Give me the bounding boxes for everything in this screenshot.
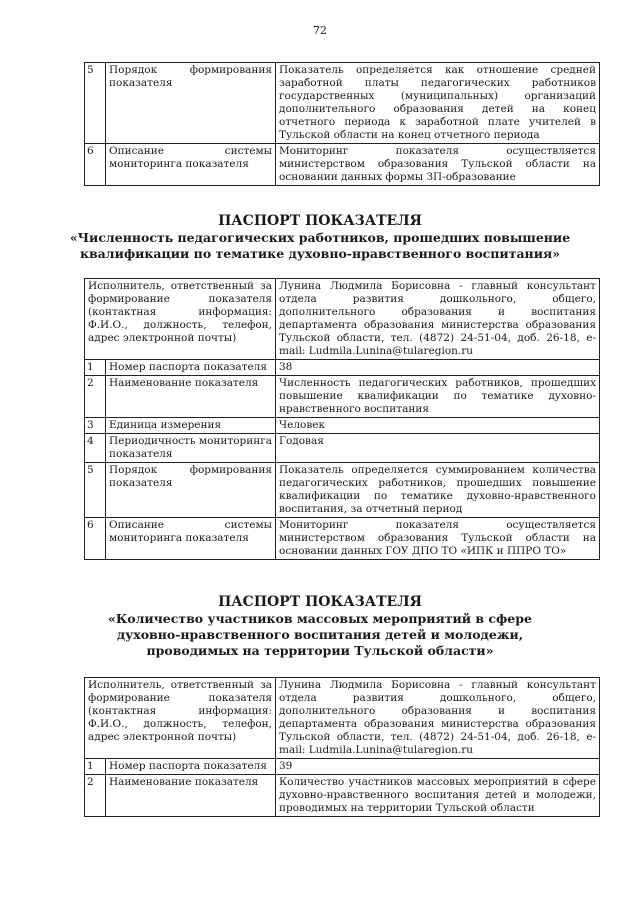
row-value: Человек	[276, 418, 600, 434]
executor-value: Лунина Людмила Борисовна - главный консультант отдела развития дошкольного, общего, дополнительного образования и воспитания департамента образования министерства образования Тульской области, тел. (4872) 24-51-04, доб. 26-18, e-mail: Ludmila.Lunina@tularegion.ru	[276, 279, 600, 360]
row-number: 5	[85, 63, 106, 144]
row-label: Наименование показателя	[106, 376, 276, 418]
row-label: Номер паспорта показателя	[106, 360, 276, 376]
row-number: 1	[85, 360, 106, 376]
row-number: 1	[85, 759, 106, 775]
row-label: Описание системы мониторинга показателя	[106, 518, 276, 560]
table-row	[85, 759, 600, 775]
passport-2-subtitle-line: проводимых на территории Тульской области»	[146, 643, 494, 658]
row-value: Количество участников массовых мероприятий в сфере духовно-нравственного воспитания детей и молодежи, проводимых на территории Тульской области	[276, 775, 600, 817]
row-number: 6	[85, 518, 106, 560]
passport-1-heading	[0, 212, 640, 262]
passport-1-title: ПАСПОРТ ПОКАЗАТЕЛЯ	[218, 213, 422, 229]
row-value: Показатель определяется суммированием количества педагогических работников, прошедших повышение квалификации по тематике духовно-нравственного воспитания, за отчетный период	[276, 463, 600, 518]
executor-label: Исполнитель, ответственный за формирование показателя (контактная информация: Ф.И.О., должность, телефон, адрес электронной почты)	[85, 279, 276, 360]
table-row	[85, 518, 600, 560]
row-value: Мониторинг показателя осуществляется министерством образования Тульской области на основании данных формы ЗП-образование	[276, 144, 600, 186]
table-row	[85, 418, 600, 434]
row-value: 38	[276, 360, 600, 376]
executor-value: Лунина Людмила Борисовна - главный консультант отдела развития дошкольного, общего, дополнительного образования и воспитания департамента образования министерства образования Тульской области, тел. (4872) 24-51-04, доб. 26-18, e-mail: Ludmila.Lunina@tularegion.ru	[276, 678, 600, 759]
table-row	[85, 144, 600, 186]
row-label: Периодичность мониторинга показателя	[106, 434, 276, 463]
executor-label: Исполнитель, ответственный за формирование показателя (контактная информация: Ф.И.О., должность, телефон, адрес электронной почты)	[85, 678, 276, 759]
page-number: 72	[313, 24, 327, 37]
row-label: Порядок формирования показателя	[106, 63, 276, 144]
row-label: Порядок формирования показателя	[106, 463, 276, 518]
passport-2-subtitle-line: духовно-нравственного воспитания детей и молодежи,	[116, 627, 524, 642]
passport-2-table	[84, 677, 600, 817]
row-number: 6	[85, 144, 106, 186]
row-value: Мониторинг показателя осуществляется министерством образования Тульской области на основании данных ГОУ ДПО ТО «ИПК и ППРО ТО»	[276, 518, 600, 560]
table-row	[85, 434, 600, 463]
row-value: Показатель определяется как отношение средней заработной платы педагогических работников государственных (муниципальных) организаций дополнительного образования детей на конец отчетного периода к заработной плате учителей в Тульской области на конец отчетного периода	[276, 63, 600, 144]
row-value: Годовая	[276, 434, 600, 463]
row-number: 2	[85, 775, 106, 817]
passport-1-table	[84, 278, 600, 560]
passport-2-subtitle-line: «Количество участников массовых мероприятий в сфере	[108, 611, 532, 626]
row-label: Описание системы мониторинга показателя	[106, 144, 276, 186]
passport-2-heading	[0, 593, 640, 659]
row-number: 4	[85, 434, 106, 463]
row-number: 3	[85, 418, 106, 434]
top-table	[84, 62, 600, 186]
table-row	[85, 360, 600, 376]
row-label: Номер паспорта показателя	[106, 759, 276, 775]
row-number: 2	[85, 376, 106, 418]
table-row	[85, 376, 600, 418]
table-row	[85, 279, 600, 360]
row-label: Наименование показателя	[106, 775, 276, 817]
table-row	[85, 63, 600, 144]
passport-1-subtitle-line: квалификации по тематике духовно-нравственного воспитания»	[79, 246, 561, 261]
passport-2-title: ПАСПОРТ ПОКАЗАТЕЛЯ	[218, 594, 422, 610]
table-row	[85, 463, 600, 518]
row-label: Единица измерения	[106, 418, 276, 434]
row-value: Численность педагогических работников, прошедших повышение квалификации по тематике духовно-нравственного воспитания	[276, 376, 600, 418]
passport-1-subtitle-line: «Численность педагогических работников, прошедших повышение	[69, 230, 571, 245]
table-row	[85, 775, 600, 817]
row-number: 5	[85, 463, 106, 518]
row-value: 39	[276, 759, 600, 775]
table-row	[85, 678, 600, 759]
